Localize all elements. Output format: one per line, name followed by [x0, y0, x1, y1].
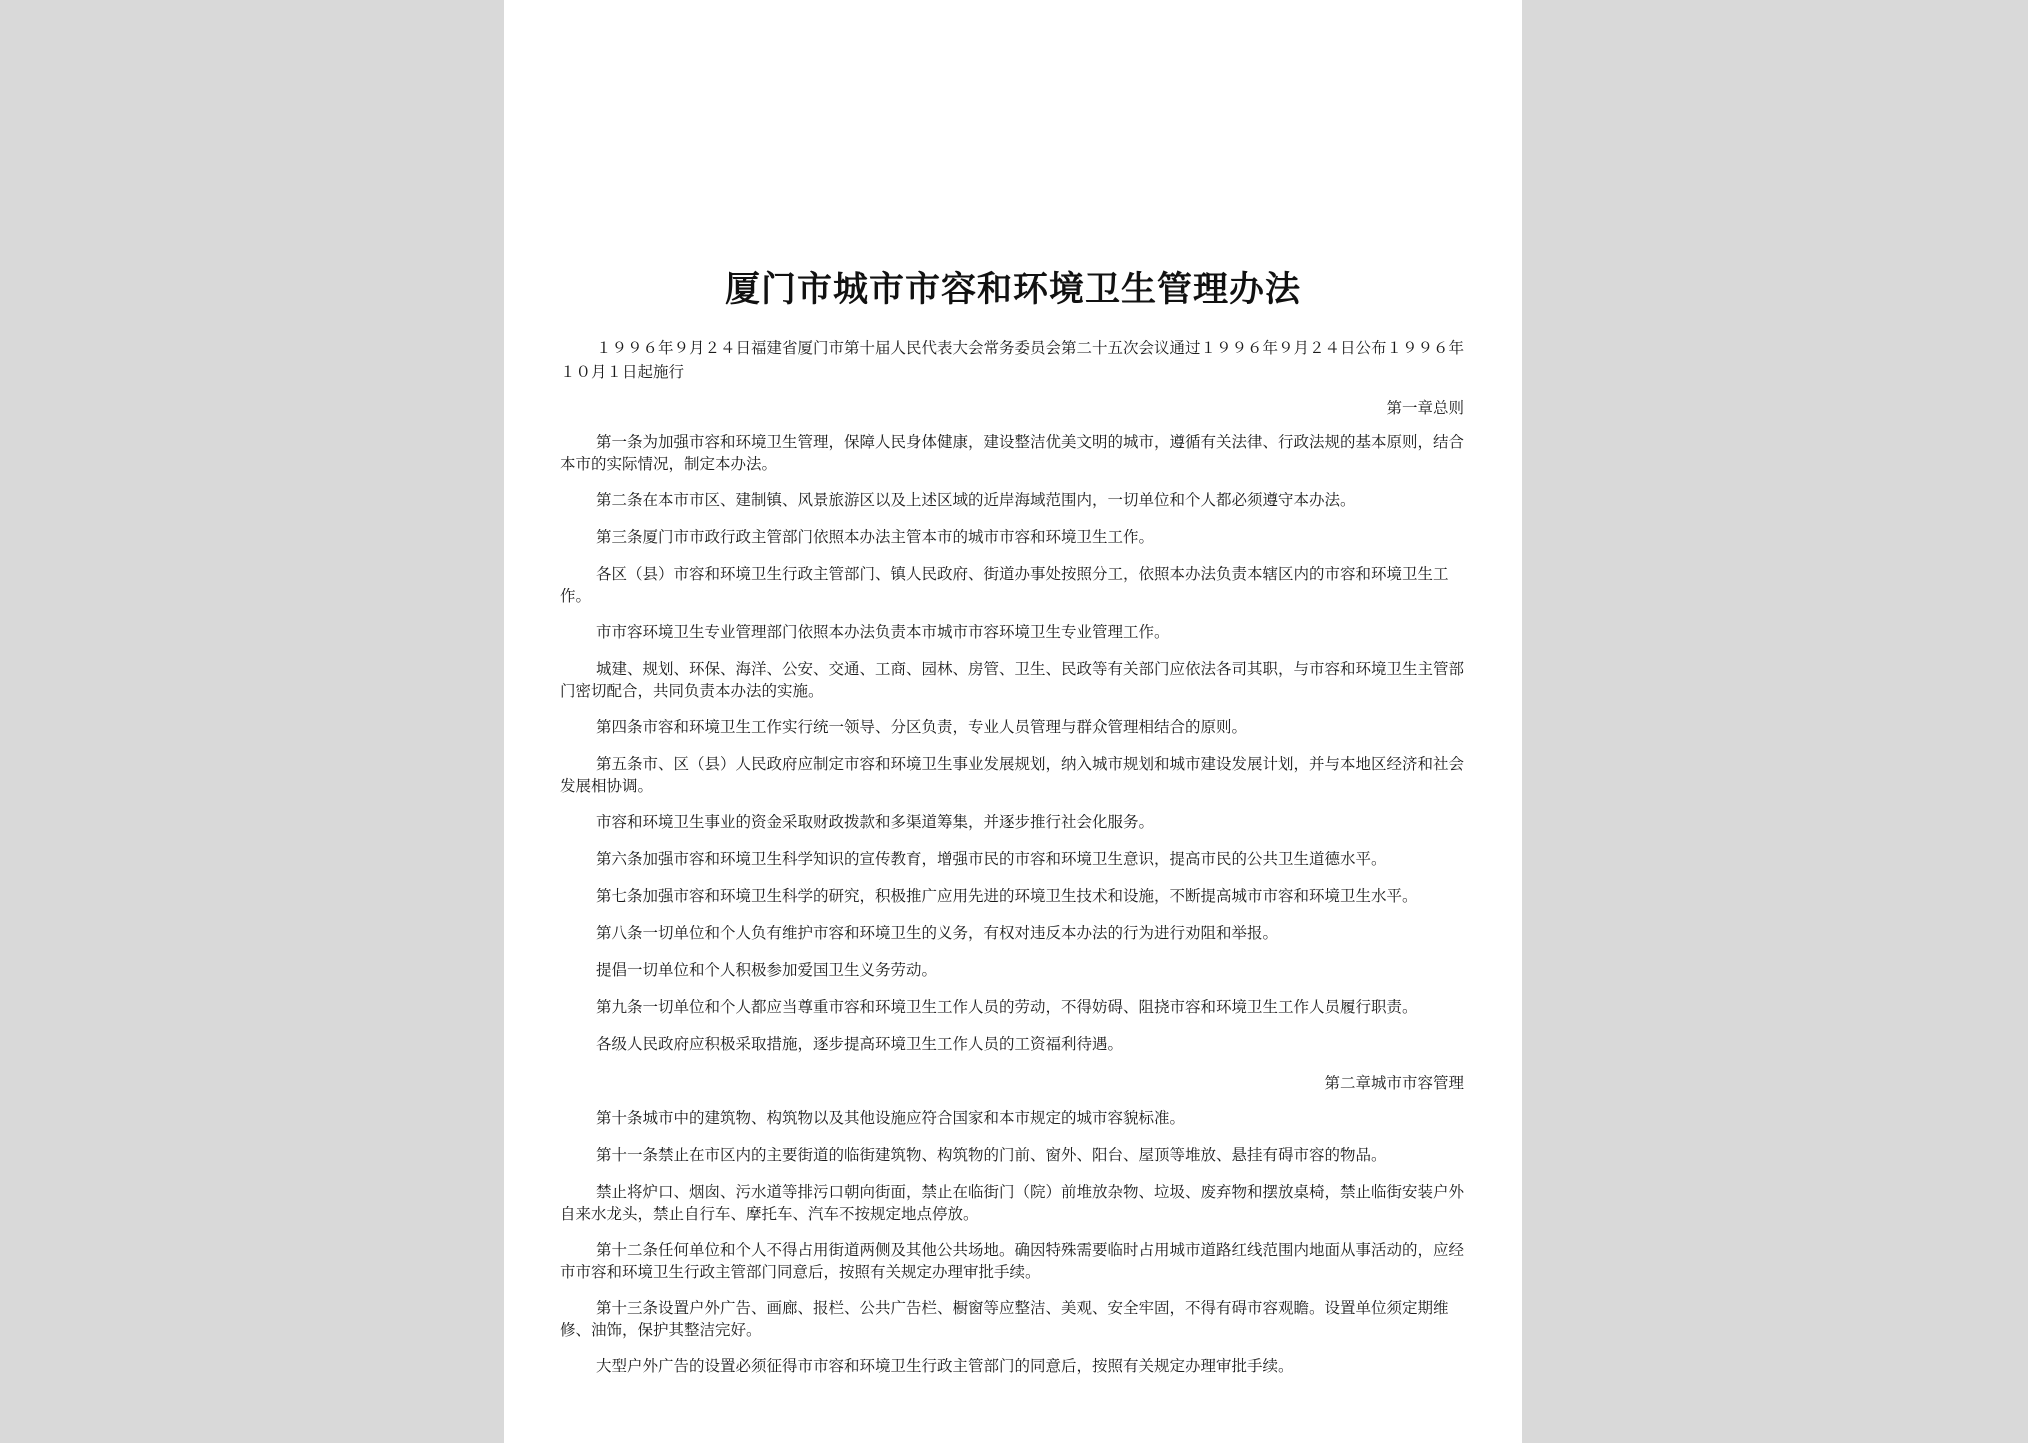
chapter-heading-1: 第一章总则: [1386, 399, 1464, 417]
article-paragraph: 第七条加强市容和环境卫生科学的研究，积极推广应用先进的环境卫生技术和设施，不断提高城市市容和环境卫生水平。: [596, 887, 1418, 905]
document-title: 厦门市城市市容和环境卫生管理办法: [724, 269, 1301, 310]
document-page: [504, 0, 1522, 1443]
article-paragraph: 市市容环境卫生专业管理部门依照本办法负责本市城市市容环境卫生专业管理工作。: [596, 623, 1170, 641]
article-paragraph: 禁止将炉口、烟囱、污水道等排污口朝向街面，禁止在临街门（院）前堆放杂物、垃圾、废弃物和摆放桌椅，禁止临街安装户外自来水龙头，禁止自行车、摩托车、汽车不按规定地点停放。: [560, 1183, 1465, 1223]
article-paragraph: 第四条市容和环境卫生工作实行统一领导、分区负责，专业人员管理与群众管理相结合的原则。: [596, 718, 1248, 736]
article-paragraph: 城建、规划、环保、海洋、公安、交通、工商、园林、房管、卫生、民政等有关部门应依法各司其职，与市容和环境卫生主管部门密切配合，共同负责本办法的实施。: [560, 660, 1465, 700]
article-paragraph: 第一条为加强市容和环境卫生管理，保障人民身体健康，建设整洁优美文明的城市，遵循有关法律、行政法规的基本原则，结合本市的实际情况，制定本办法。: [560, 433, 1465, 473]
chapter-heading-2: 第二章城市市容管理: [1324, 1074, 1464, 1092]
article-paragraph: 第十二条任何单位和个人不得占用街道两侧及其他公共场地。确因特殊需要临时占用城市道路红线范围内地面从事活动的，应经市市容和环境卫生行政主管部门同意后，按照有关规定办理审批手续。: [560, 1241, 1465, 1281]
article-paragraph: 第十三条设置户外广告、画廊、报栏、公共广告栏、橱窗等应整洁、美观、安全牢固，不得有碍市容观瞻。设置单位须定期维修、油饰，保护其整洁完好。: [560, 1299, 1449, 1339]
article-paragraph: 市容和环境卫生事业的资金采取财政拨款和多渠道筹集，并逐步推行社会化服务。: [596, 813, 1155, 831]
article-paragraph: 各级人民政府应积极采取措施，逐步提高环境卫生工作人员的工资福利待遇。: [596, 1035, 1124, 1053]
article-paragraph: 第十一条禁止在市区内的主要街道的临街建筑物、构筑物的门前、窗外、阳台、屋顶等堆放、悬挂有碍市容的物品。: [596, 1146, 1387, 1164]
article-paragraph: 第八条一切单位和个人负有维护市容和环境卫生的义务，有权对违反本办法的行为进行劝阻和举报。: [596, 924, 1279, 942]
article-paragraph: 第二条在本市市区、建制镇、风景旅游区以及上述区域的近岸海域范围内，一切单位和个人都必须遵守本办法。: [596, 491, 1356, 509]
enactment-info: １９９６年９月２４日福建省厦门市第十届人民代表大会常务委员会第二十五次会议通过１９９６年９月２４日公布１９９６年１０月１日起施行: [560, 339, 1465, 381]
article-paragraph: 第三条厦门市市政行政主管部门依照本办法主管本市的城市市容和环境卫生工作。: [596, 528, 1155, 546]
article-paragraph: 大型户外广告的设置必须征得市市容和环境卫生行政主管部门的同意后，按照有关规定办理审批手续。: [596, 1357, 1294, 1375]
article-paragraph: 第九条一切单位和个人都应当尊重市容和环境卫生工作人员的劳动，不得妨碍、阻挠市容和环境卫生工作人员履行职责。: [596, 998, 1418, 1016]
article-paragraph: 第五条市、区（县）人民政府应制定市容和环境卫生事业发展规划，纳入城市规划和城市建设发展计划，并与本地区经济和社会发展相协调。: [560, 755, 1465, 795]
article-paragraph: 各区（县）市容和环境卫生行政主管部门、镇人民政府、街道办事处按照分工，依照本办法负责本辖区内的市容和环境卫生工作。: [560, 565, 1449, 605]
article-paragraph: 第十条城市中的建筑物、构筑物以及其他设施应符合国家和本市规定的城市容貌标准。: [596, 1109, 1186, 1127]
article-paragraph: 提倡一切单位和个人积极参加爱国卫生义务劳动。: [596, 961, 938, 979]
article-paragraph: 第六条加强市容和环境卫生科学知识的宣传教育，增强市民的市容和环境卫生意识，提高市民的公共卫生道德水平。: [596, 850, 1387, 868]
